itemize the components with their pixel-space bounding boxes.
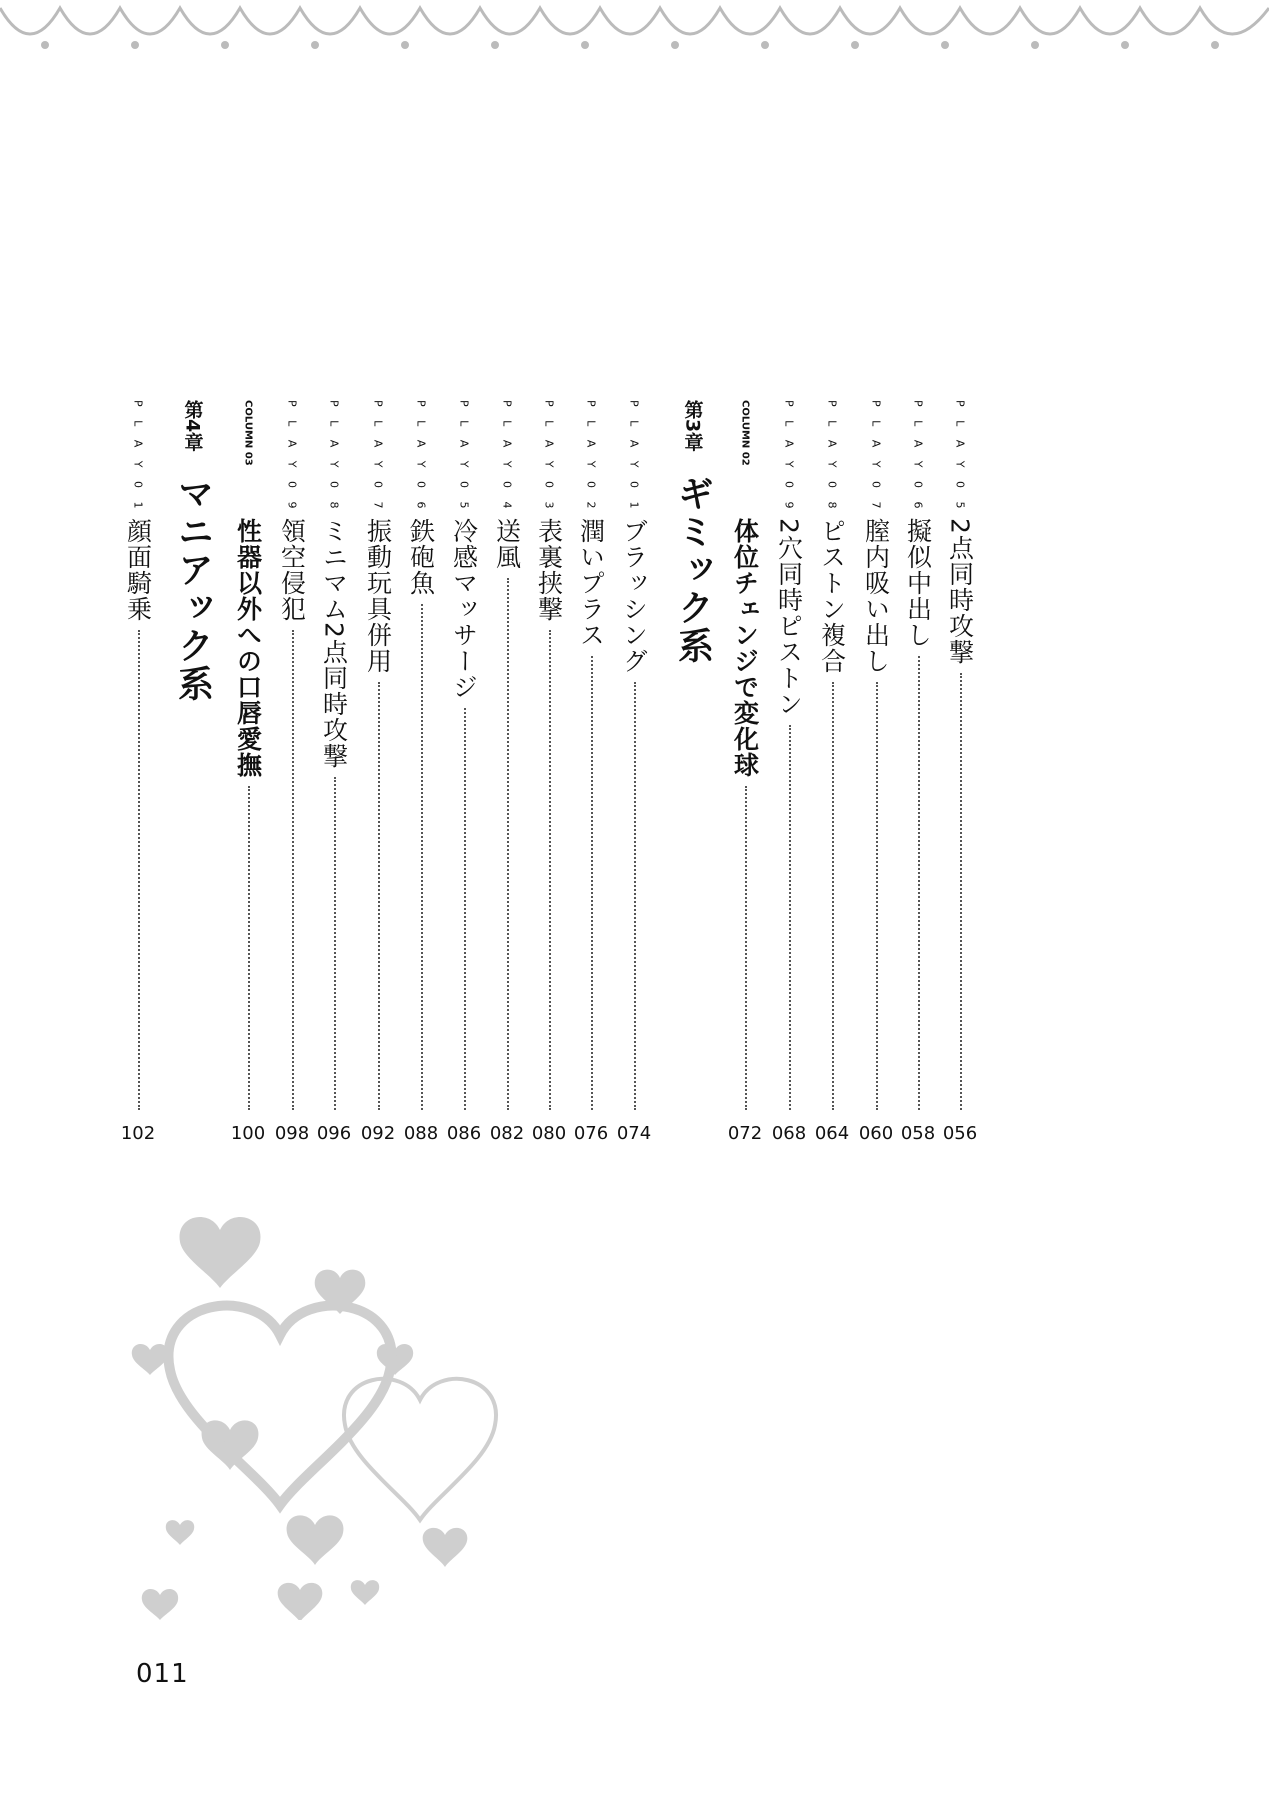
toc-entry (230, 400, 266, 1144)
entry-page-number: 056 (942, 1123, 978, 1144)
entry-label: P L A Y 0 8 (327, 400, 341, 514)
entry-label: P L A Y 0 1 (131, 400, 145, 514)
entry-page-number: 096 (316, 1123, 352, 1144)
dot-leader (876, 682, 878, 1110)
entry-page-number: 098 (274, 1123, 310, 1144)
heart-outline-icon (168, 1306, 391, 1505)
toc-entry (316, 400, 352, 1144)
toc-entry (403, 400, 439, 1144)
dot-leader (464, 708, 466, 1110)
dot-leader (421, 604, 423, 1110)
toc-entry (531, 400, 567, 1144)
dot-leader (591, 656, 593, 1110)
entry-title: 振動玩具併用 (363, 518, 393, 674)
entry-title: 性器以外への口唇愛撫 (233, 518, 263, 778)
entry-title: ブラッシング (619, 518, 649, 674)
entry-label: COLUMN 03 (242, 400, 254, 466)
dot-leader (292, 630, 294, 1110)
toc-entry (489, 400, 525, 1144)
dot-leader (378, 682, 380, 1110)
chapter-heading (171, 400, 215, 703)
dot-leader (960, 673, 962, 1110)
entry-title: 冷感マッサージ (449, 518, 479, 700)
toc-entry (858, 400, 894, 1144)
heart-icon (351, 1580, 379, 1605)
entry-page-number: 060 (858, 1123, 894, 1144)
entry-title: ミニマム2点同時攻撃 (319, 518, 349, 769)
entry-title: 膣内吸い出し (861, 518, 891, 674)
entry-page-number: 102 (120, 1123, 156, 1144)
heart-icon (278, 1583, 323, 1620)
entry-title: 表裏挟撃 (534, 518, 564, 622)
entry-label: P L A Y 0 9 (285, 400, 299, 514)
toc-entry (360, 400, 396, 1144)
heart-icon (142, 1589, 178, 1620)
entry-title: 鉄砲魚 (406, 518, 436, 596)
entry-label: P L A Y 0 5 (953, 400, 967, 514)
entry-label: P L A Y 0 2 (584, 400, 598, 514)
dot-leader (832, 682, 834, 1110)
toc-entry (771, 400, 807, 1144)
entry-label: P L A Y 0 7 (869, 400, 883, 514)
dot-leader (507, 578, 509, 1110)
entry-label: P L A Y 0 7 (371, 400, 385, 514)
toc-entry (120, 400, 156, 1144)
entry-label: P L A Y 0 9 (782, 400, 796, 514)
toc-entry (900, 400, 936, 1144)
entry-page-number: 064 (814, 1123, 850, 1144)
entry-label: P L A Y 0 1 (627, 400, 641, 514)
entry-page-number: 092 (360, 1123, 396, 1144)
entry-label: COLUMN 02 (739, 400, 751, 466)
entry-label: P L A Y 0 5 (457, 400, 471, 514)
entry-title: 領空侵犯 (277, 518, 307, 622)
entry-page-number: 068 (771, 1123, 807, 1144)
entry-title: ピストン複合 (817, 518, 847, 674)
entry-page-number: 086 (446, 1123, 482, 1144)
chapter-number: 第3章 (681, 400, 704, 452)
entry-label: P L A Y 0 8 (825, 400, 839, 514)
entry-page-number: 080 (531, 1123, 567, 1144)
toc-entry (573, 400, 609, 1144)
entry-label: P L A Y 0 4 (500, 400, 514, 514)
entry-page-number: 058 (900, 1123, 936, 1144)
entry-title: 顔面騎乗 (123, 518, 153, 622)
chapter-title: マニアック系 (172, 475, 214, 703)
chapter-heading (671, 400, 715, 700)
entry-title: 2点同時攻撃 (945, 518, 975, 665)
dot-leader (248, 786, 250, 1110)
entry-title: 潤いプラス (576, 518, 606, 648)
entry-page-number: 074 (616, 1123, 652, 1144)
entry-page-number: 072 (727, 1123, 763, 1144)
entry-label: P L A Y 0 6 (414, 400, 428, 514)
dot-leader (138, 630, 140, 1110)
toc-entry (942, 400, 978, 1144)
toc-entry (446, 400, 482, 1144)
entry-page-number: 088 (403, 1123, 439, 1144)
chapter-number: 第4章 (181, 400, 204, 452)
dot-leader (918, 656, 920, 1110)
entry-title: 擬似中出し (903, 518, 933, 648)
dot-leader (549, 630, 551, 1110)
chapter-title: ギミック系 (672, 475, 714, 665)
toc-entry (616, 400, 652, 1144)
page-number: 011 (136, 1659, 189, 1689)
heart-icon (287, 1515, 344, 1565)
entry-label: P L A Y 0 6 (911, 400, 925, 514)
heart-icon (166, 1520, 194, 1545)
entry-page-number: 076 (573, 1123, 609, 1144)
dot-leader (634, 682, 636, 1110)
toc-entry (814, 400, 850, 1144)
entry-title: 送風 (492, 518, 522, 570)
entry-page-number: 100 (230, 1123, 266, 1144)
entry-title: 体位チェンジで変化球 (730, 518, 760, 778)
dot-leader (789, 725, 791, 1110)
heart-icon (423, 1528, 468, 1567)
toc-entry (727, 400, 763, 1144)
dot-leader (745, 786, 747, 1110)
entry-label: P L A Y 0 3 (542, 400, 556, 514)
entry-page-number: 082 (489, 1123, 525, 1144)
hearts-decoration (120, 1200, 540, 1620)
entry-title: 2穴同時ピストン (774, 518, 804, 717)
toc-entry (274, 400, 310, 1144)
heart-icon (180, 1217, 261, 1288)
dot-leader (334, 777, 336, 1110)
heart-outline-icon (344, 1379, 496, 1520)
heart-icon (132, 1344, 168, 1375)
